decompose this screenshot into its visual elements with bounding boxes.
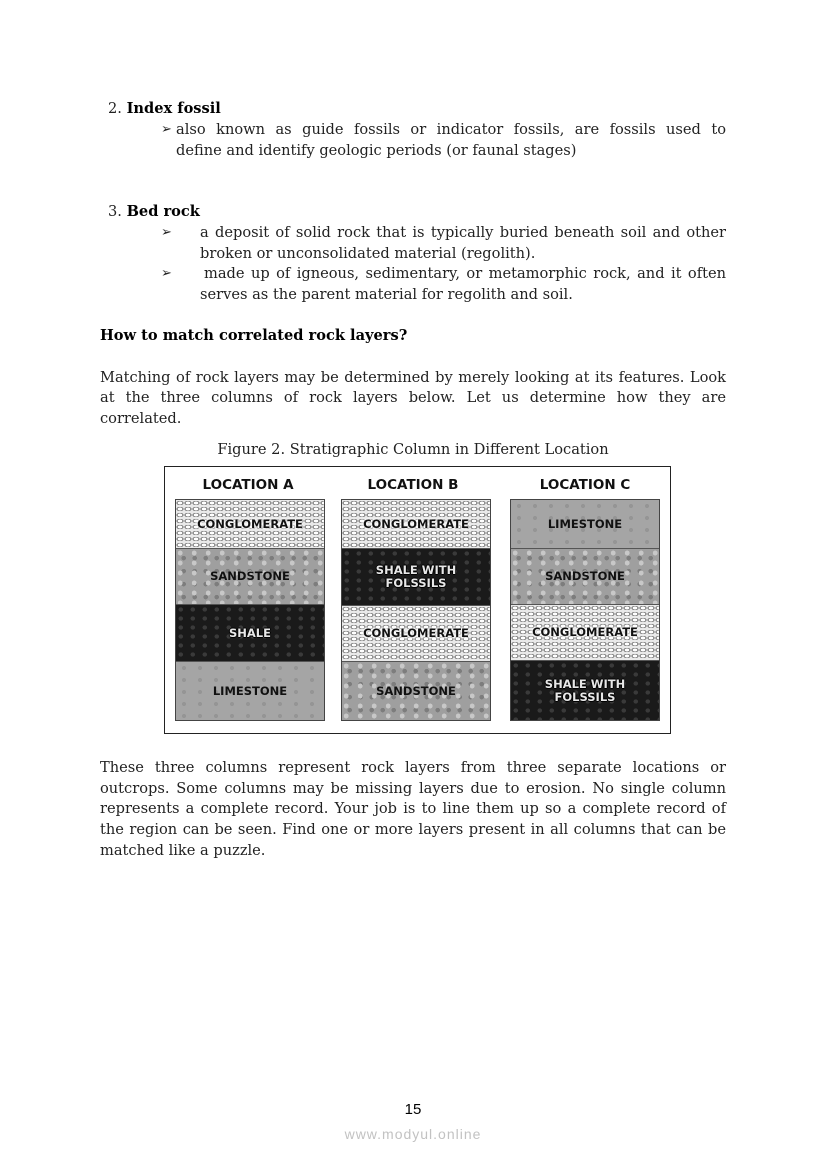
watermark: www.modyul.online: [344, 1126, 482, 1142]
rock-layer-conglomerate: [511, 604, 659, 660]
closing-paragraph-line: the region can be seen. Find one or more layers present in all columns that can be: [100, 821, 726, 838]
section-number: 2.: [108, 100, 122, 117]
rock-layer-sandstone: [176, 548, 324, 604]
stratigraphic-figure: [164, 466, 671, 734]
index-fossil-heading: [108, 99, 221, 120]
rock-layer-conglomerate: [342, 605, 490, 661]
stratigraphic-column-b: [341, 499, 491, 721]
intro-paragraph-line: at the three columns of rock layers below. Let us determine how they are: [100, 389, 726, 406]
section-number: 3.: [108, 203, 122, 220]
layer-label: SANDSTONE: [210, 569, 290, 583]
column-title: LOCATION A: [202, 477, 294, 493]
layer-label: SANDSTONE: [545, 569, 625, 583]
bullet-arrow-icon: ➢: [161, 225, 172, 240]
figure-caption: Figure 2. Stratigraphic Column in Different Location: [217, 441, 609, 458]
bullet-arrow-icon: ➢: [161, 266, 172, 281]
page-number: 15: [404, 1101, 422, 1118]
stratigraphic-column-c: [510, 499, 660, 721]
rock-layer-shale-with-fossils: [511, 660, 659, 720]
column-title: LOCATION C: [539, 477, 631, 493]
rock-layer-shale-with-fossils: [342, 548, 490, 605]
rock-layer-conglomerate: [176, 500, 324, 548]
closing-paragraph-line: These three columns represent rock layers from three separate locations or: [100, 759, 726, 776]
rock-layer-sandstone: [511, 548, 659, 604]
column-title: LOCATION B: [367, 477, 459, 493]
intro-paragraph-line: Matching of rock layers may be determined by merely looking at its features. Look: [100, 369, 726, 386]
closing-paragraph-line: matched like a puzzle.: [100, 842, 266, 859]
layer-label: CONGLOMERATE: [197, 516, 303, 531]
bed-rock-bullet-line: serves as the parent material for regolith and soil.: [200, 286, 573, 303]
index-fossil-bullet-line: define and identify geologic periods (or faunal stages): [176, 142, 577, 159]
layer-label: SHALE WITH FOLSSILS: [375, 563, 457, 590]
layer-label: SHALE WITH FOLSSILS: [544, 676, 626, 704]
layer-label: LIMESTONE: [212, 683, 288, 698]
layer-label: SHALE: [229, 625, 271, 640]
rock-layer-sandstone: [342, 661, 490, 720]
layer-label: CONGLOMERATE: [363, 516, 469, 531]
layer-label: CONGLOMERATE: [532, 625, 638, 639]
layer-label: CONGLOMERATE: [363, 626, 469, 640]
bed-rock-bullet-line: made up of igneous, sedimentary, or metamorphic rock, and it often: [204, 265, 726, 282]
layer-label: LIMESTONE: [547, 516, 623, 531]
bed-rock-bullet-line: a deposit of solid rock that is typically buried beneath soil and other: [200, 224, 726, 241]
section-title: Index fossil: [126, 100, 221, 117]
rock-layer-shale: [176, 604, 324, 661]
intro-paragraph-line: correlated.: [100, 410, 182, 427]
rock-layer-limestone: [511, 500, 659, 548]
bullet-arrow-icon: ➢: [161, 122, 172, 137]
layer-label: SANDSTONE: [376, 683, 456, 698]
bed-rock-heading: [108, 202, 200, 223]
stratigraphic-column-a: [175, 499, 325, 721]
section-heading: How to match correlated rock layers?: [100, 327, 408, 344]
index-fossil-bullet-line: also known as guide fossils or indicator fossils, are fossils used to: [176, 121, 726, 138]
section-title: Bed rock: [126, 203, 200, 220]
rock-layer-conglomerate: [342, 500, 490, 548]
closing-paragraph-line: represents a complete record. Your job is to line them up so a complete record of: [100, 800, 726, 817]
closing-paragraph-line: outcrops. Some columns may be missing layers due to erosion. No single column: [100, 780, 726, 797]
bed-rock-bullet-line: broken or unconsolidated material (regolith).: [200, 245, 536, 262]
rock-layer-limestone: [176, 661, 324, 720]
